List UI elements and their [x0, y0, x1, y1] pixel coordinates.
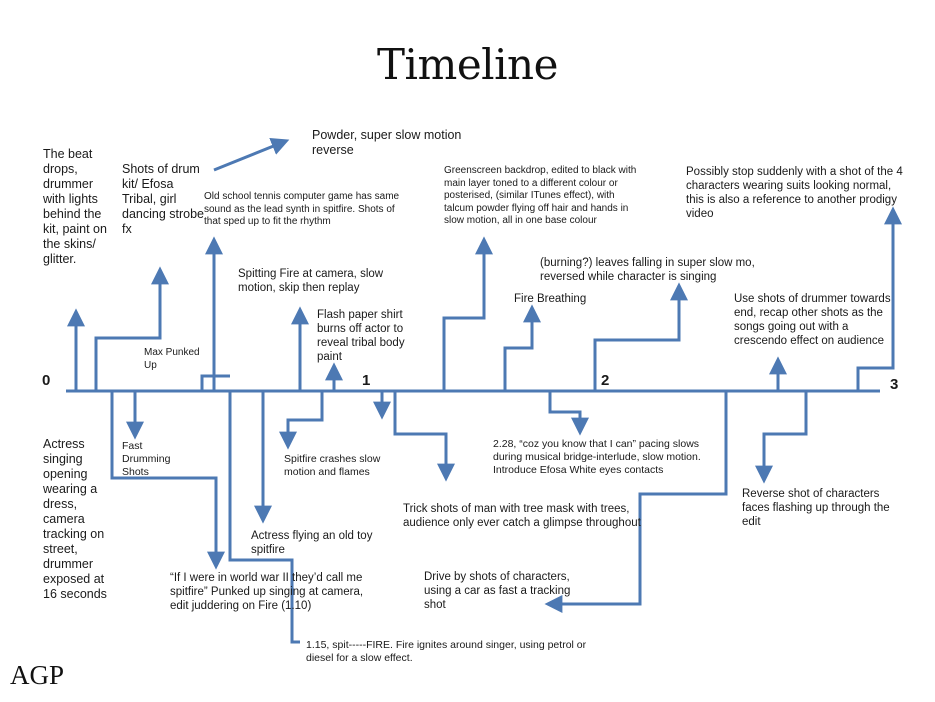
connector-max-punked: [202, 376, 230, 391]
note-spitting-fire: Spitting Fire at camera, slow motion, skip then replay: [238, 268, 384, 294]
note-suits: Possibly stop suddenly with a shot of the 4 characters wearing suits looking normal, this is also a reference to another prodigy video: [686, 166, 903, 220]
connector-greenscreen: [444, 240, 484, 391]
note-max-punked: Max Punked Up: [144, 347, 200, 371]
note-reverse-shot: Reverse shot of characters faces flashing up through the edit: [742, 488, 890, 528]
page-title: Timeline: [377, 40, 558, 89]
note-spit-fire: 1.15, spit-----FIRE. Fire ignites around singer, using petrol or diesel for a slow effect.: [306, 639, 587, 664]
note-actress-flying: Actress flying an old toy spitfire: [251, 530, 373, 556]
note-fast-drumming: Fast Drumming Shots: [122, 440, 171, 478]
note-beat-drops: The beat drops, drummer with lights behind the kit, paint on the skins/ glitter.: [43, 147, 107, 266]
marker-0: 0: [42, 372, 51, 389]
note-powder: Powder, super slow motion reverse: [312, 128, 462, 157]
note-greenscreen: Greenscreen backdrop, edited to black with main layer toned to a different colour or posterised, (similar ITunes effect), with talcum powder flying off hair and hands in slow motion, all in one base colour: [444, 165, 637, 226]
connector-fire-breathing: [505, 308, 532, 391]
note-flash-paper: Flash paper shirt burns off actor to reveal tribal body paint: [317, 309, 405, 363]
note-drive-by: Drive by shots of characters, using a car as fast a tracking shot: [424, 571, 571, 611]
connector-tree-mask: [395, 391, 446, 478]
connector-bridge: [550, 391, 580, 432]
note-pacing: 2.28, “coz you know that I can” pacing slows during musical bridge-interlude, slow motion. Introduce Efosa White eyes contacts: [493, 438, 701, 476]
marker-2: 2: [601, 372, 610, 389]
note-spitfire-crash: Spitfire crashes slow motion and flames: [284, 453, 381, 478]
connector-reverse-shot: [764, 391, 806, 480]
footer-logo-text: AGP: [10, 660, 65, 690]
note-fire-breathing: Fire Breathing: [514, 293, 587, 305]
note-leaves: (burning?) leaves falling in super slow mo, reversed while character is singing: [540, 257, 755, 283]
note-drummer-end: Use shots of drummer towards end, recap other shots as the songs going out with a crescendo effect on audience: [734, 293, 891, 347]
note-drum-kit: Shots of drum kit/ Efosa Tribal, girl dancing strobe fx: [122, 162, 205, 236]
note-ww2-quote: “If I were in world war II they’d call me spitfire” Punked up singing at camera, edit juddering on Fire (1.10): [170, 572, 364, 612]
marker-1: 1: [362, 372, 371, 389]
connector-spitfire-crash: [288, 391, 322, 446]
connector-powder: [214, 141, 286, 170]
note-tree-mask: Trick shots of man with tree mask with trees, audience only ever catch a glimpse throughout: [403, 503, 641, 529]
connector-drum-kit: [96, 270, 160, 391]
note-actress-singing: Actress singing opening wearing a dress, camera tracking on street, drummer exposed at 16 seconds: [43, 437, 107, 601]
marker-3: 3: [890, 376, 899, 393]
note-tennis-game: Old school tennis computer game has same sound as the lead synth in spitfire. Shots of that sped up to fit the rhythm: [204, 191, 400, 227]
